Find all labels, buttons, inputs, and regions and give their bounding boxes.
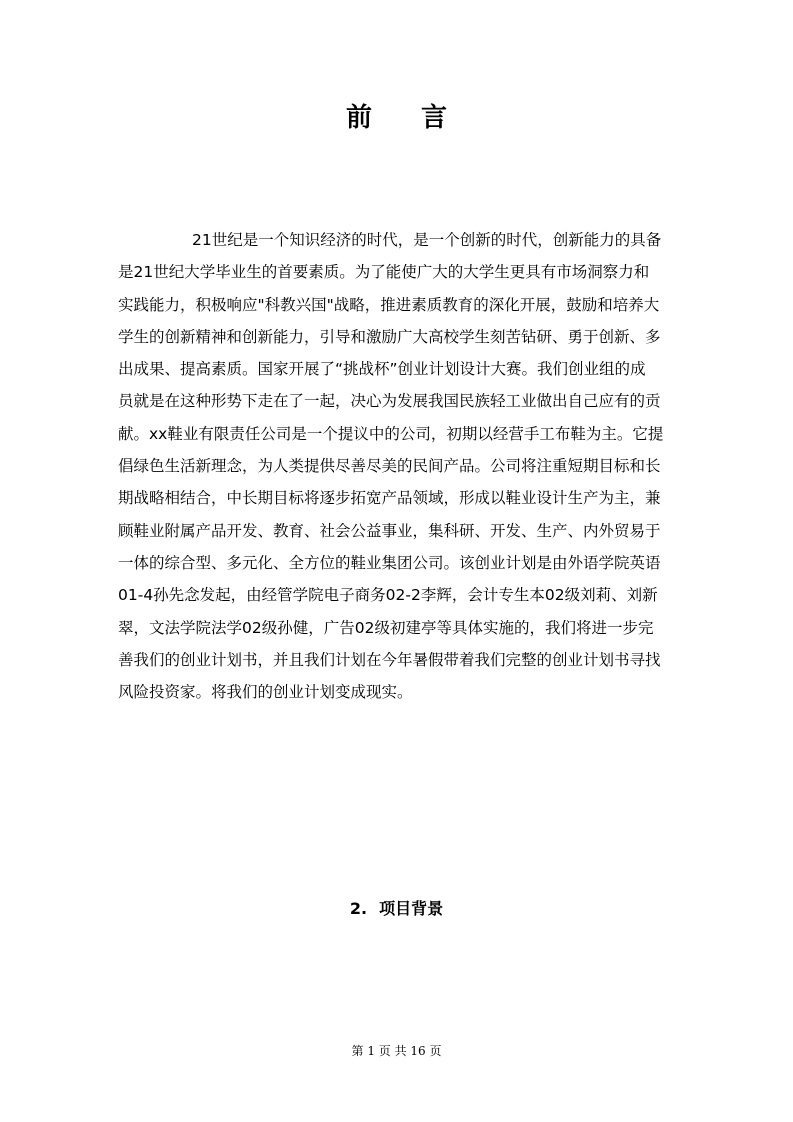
body-line: 员就是在这种形势下走在了一起，决心为发展我国民族轻工业做出自己应有的贡 — [118, 392, 661, 411]
body-line: 风险投资家。将我们的创业计划变成现实。 — [118, 683, 413, 702]
body-line: 翠，文法学院法学02级孙健，广告02级初建亭等具体实施的，我们将进一步完 — [118, 618, 654, 637]
body-line: 献。xx鞋业有限责任公司是一个提议中的公司，初期以经营手工布鞋为主。它提 — [118, 424, 664, 443]
body-line: 实践能力，积极响应"科教兴国"战略，推进素质教育的深化开展，鼓励和培养大 — [118, 295, 660, 314]
page-footer: 第 1 页 共 16 页 — [351, 1044, 442, 1058]
body-line: 顾鞋业附属产品开发、教育、社会公益事业，集科研、开发、生产、内外贸易于 — [118, 521, 661, 540]
body-line: 出成果、提高素质。国家开展了“挑战杯”创业计划设计大赛。我们创业组的成 — [118, 360, 646, 379]
section-title: 项目背景 — [379, 899, 444, 918]
body-line: 学生的创新精神和创新能力，引导和激励广大高校学生刻苦钻研、勇于创新、多 — [118, 327, 661, 346]
section-number: 2. — [349, 899, 368, 918]
body-line: 一体的综合型、多元化、全方位的鞋业集团公司。该创业计划是由外语学院英语 — [118, 553, 661, 572]
body-line: 善我们的创业计划书，并且我们计划在今年暑假带着我们完整的创业计划书寻找 — [118, 650, 661, 669]
body-line: 倡绿色生活新理念，为人类提供尽善尽美的民间产品。公司将注重短期目标和长 — [118, 457, 661, 476]
body-line: 01-4孙先念发起，由经管学院电子商务02-2李辉，会计专生本02级刘莉、刘新 — [118, 586, 658, 605]
body-line: 是21世纪大学毕业生的首要素质。为了能使广大的大学生更具有市场洞察力和 — [118, 263, 650, 282]
body-line: 21世纪是一个知识经济的时代，是一个创新的时代，创新能力的具备 — [192, 231, 662, 249]
body-line: 期战略相结合，中长期目标将逐步拓宽产品领域，形成以鞋业设计生产为主，兼 — [118, 489, 661, 508]
section-heading — [0, 896, 793, 922]
body-paragraph — [118, 224, 678, 708]
document-title: 前 言 — [345, 103, 468, 133]
